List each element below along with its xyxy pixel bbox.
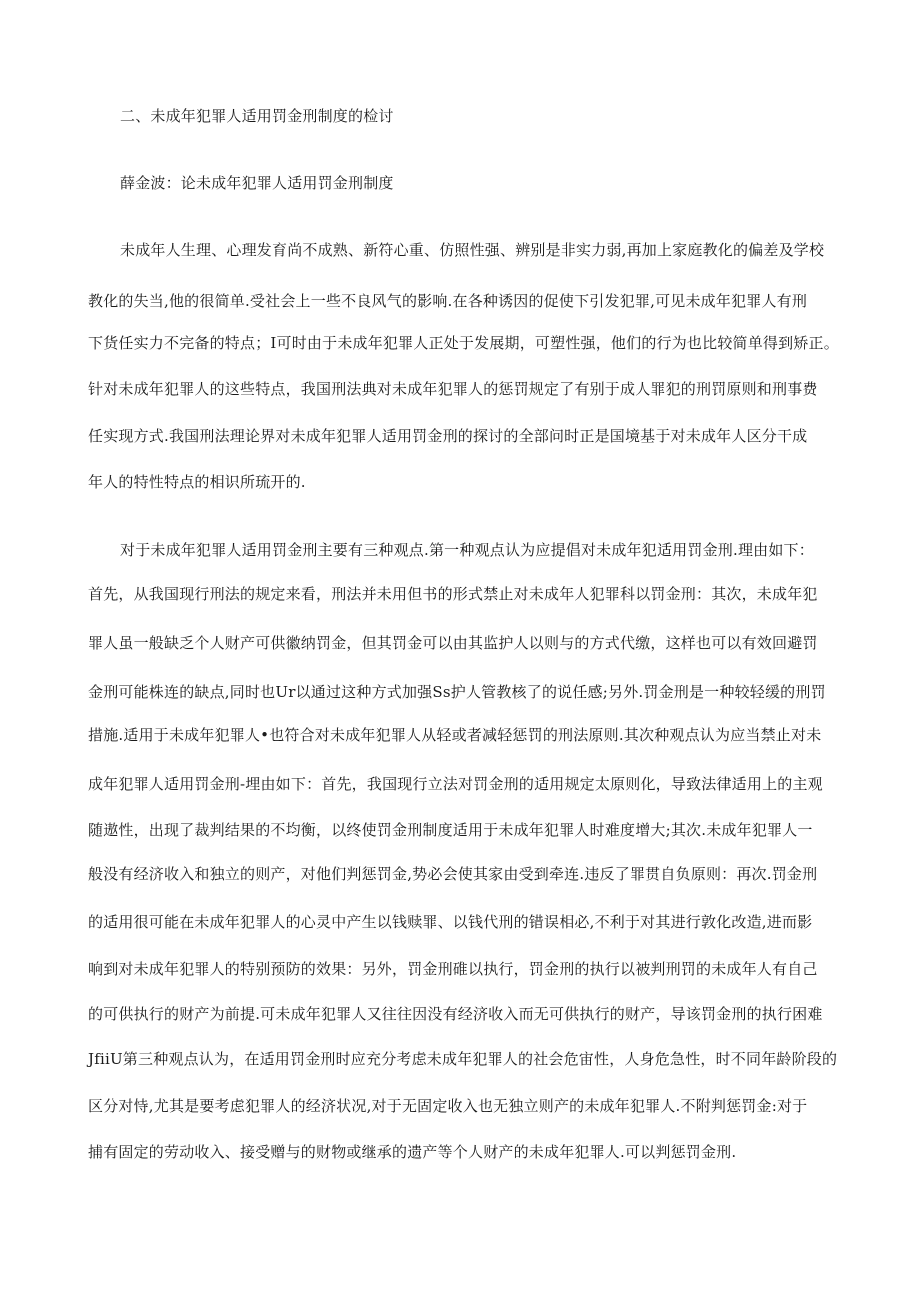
paragraph-line: 措施.适用于未成年犯罪人•也符合对未成年犯罪人从轻或者减轻惩罚的刑法原则.其次种观点认为应当禁止对未	[88, 726, 822, 744]
paragraph-line: 年人的特性特点的相识所琉开的.	[88, 473, 306, 491]
paragraph-line: 成年犯罪人适用罚金刑-埋由如下：首先，我国现行立法对罚金刑的适用规定太原则化，导致法律适用上的主观	[88, 775, 823, 793]
article-title: 薛金波：论未成年犯罪人适用罚金刑制度	[120, 174, 394, 192]
paragraph-line: 下货任实力不完备的特点；I可时由于未成年犯罪人正处于发展期，可塑性强，他们的行为也比较简单得到矫正。	[88, 334, 839, 352]
paragraph-line: 随遨性，出现了裁判结果的不均衡，以终使罚金刑制度适用于未成年犯罪人时难度增大;其次.未成年犯罪人一	[88, 821, 813, 839]
paragraph-line: 对于未成年犯罪人适用罚金刑主要有三种观点.第一种观点认为应提倡对未成年犯适用罚金刑.理由如下：	[120, 541, 814, 559]
paragraph-line: 的可供执行的财产为前提.可未成年犯罪人又往往因没有经济收入而无可供执行的财产，导该罚金刑的执行困难	[88, 1005, 823, 1023]
paragraph-line: 的适用很可能在未成年犯罪人的心灵中产生以钱赎罪、以钱代刑的错误相必,不利于对其进行敦化改造,进而影	[88, 913, 813, 931]
paragraph-line: JfiiU第三种观点认为，在适用罚金刑时应充分考虑未成年犯罪人的社会危宙性，人身危急性，时不同年龄阶段的	[88, 1050, 838, 1068]
paragraph-line: 任实现方式.我国刑法理论界对未成年犯罪人适用罚金刑的探讨的全部问时正是国境基于对未成年人区分干成	[88, 427, 808, 445]
paragraph-line: 般没有经济收入和独立的则产，对他们判惩罚金,势必会使其家由受到牵连.违反了罪贯自负原则：再次.罚金刑	[88, 865, 818, 883]
paragraph-line: 金刑可能株连的缺点,同时也Ur以通过这种方式加强Ss护人管教核了的说任感;另外.罚金刑是一种较轻缓的刑罚	[88, 683, 826, 701]
paragraph-line: 响到对未成年犯罪人的特别预防的效果：另外，罚金刑碓以执行，罚金刑的执行以被判刑罚的未成年人有自己	[88, 960, 818, 978]
paragraph-line: 捕有固定的劳动收入、接受赠与的财物或继承的遗产等个人财产的未成年犯罪人.可以判惩罚金刑.	[88, 1143, 737, 1161]
paragraph-line: 首先，从我国现行刑法的规定来看，刑法并未用但书的形式禁止对未成年人犯罪科以罚金刑：其次，未成年犯	[88, 585, 818, 603]
paragraph-line: 罪人虽一般缺乏个人财产可供徽纳罚金，但其罚金可以由其监护人以则与的方式代缴，这样也可以有效回避罚	[88, 634, 818, 652]
paragraph-line: 针对未成年犯罪人的这些特点，我国刑法典对未成年犯罪人的惩罚规定了有别于成人罪犯的刑罚原则和刑事费	[88, 380, 818, 398]
paragraph-line: 未成年人生理、心理发育尚不成熟、新符心重、仿照性强、辨别是非实力弱,再加上家庭教化的偏差及学校	[120, 241, 825, 259]
paragraph-line: 教化的失当,他的很简单.受社会上一些不良风气的影响.在各种诱因的促使下引发犯罪,可见未成年犯罪人有刑	[88, 292, 808, 310]
section-heading: 二、未成年犯罪人适用罚金刑制度的检讨	[120, 107, 394, 125]
paragraph-line: 区分对恃,尤其是要考虑犯罪人的经济状况,对于无固定收入也无独立则产的未成年犯罪人.不附判惩罚金:对于	[88, 1097, 808, 1115]
